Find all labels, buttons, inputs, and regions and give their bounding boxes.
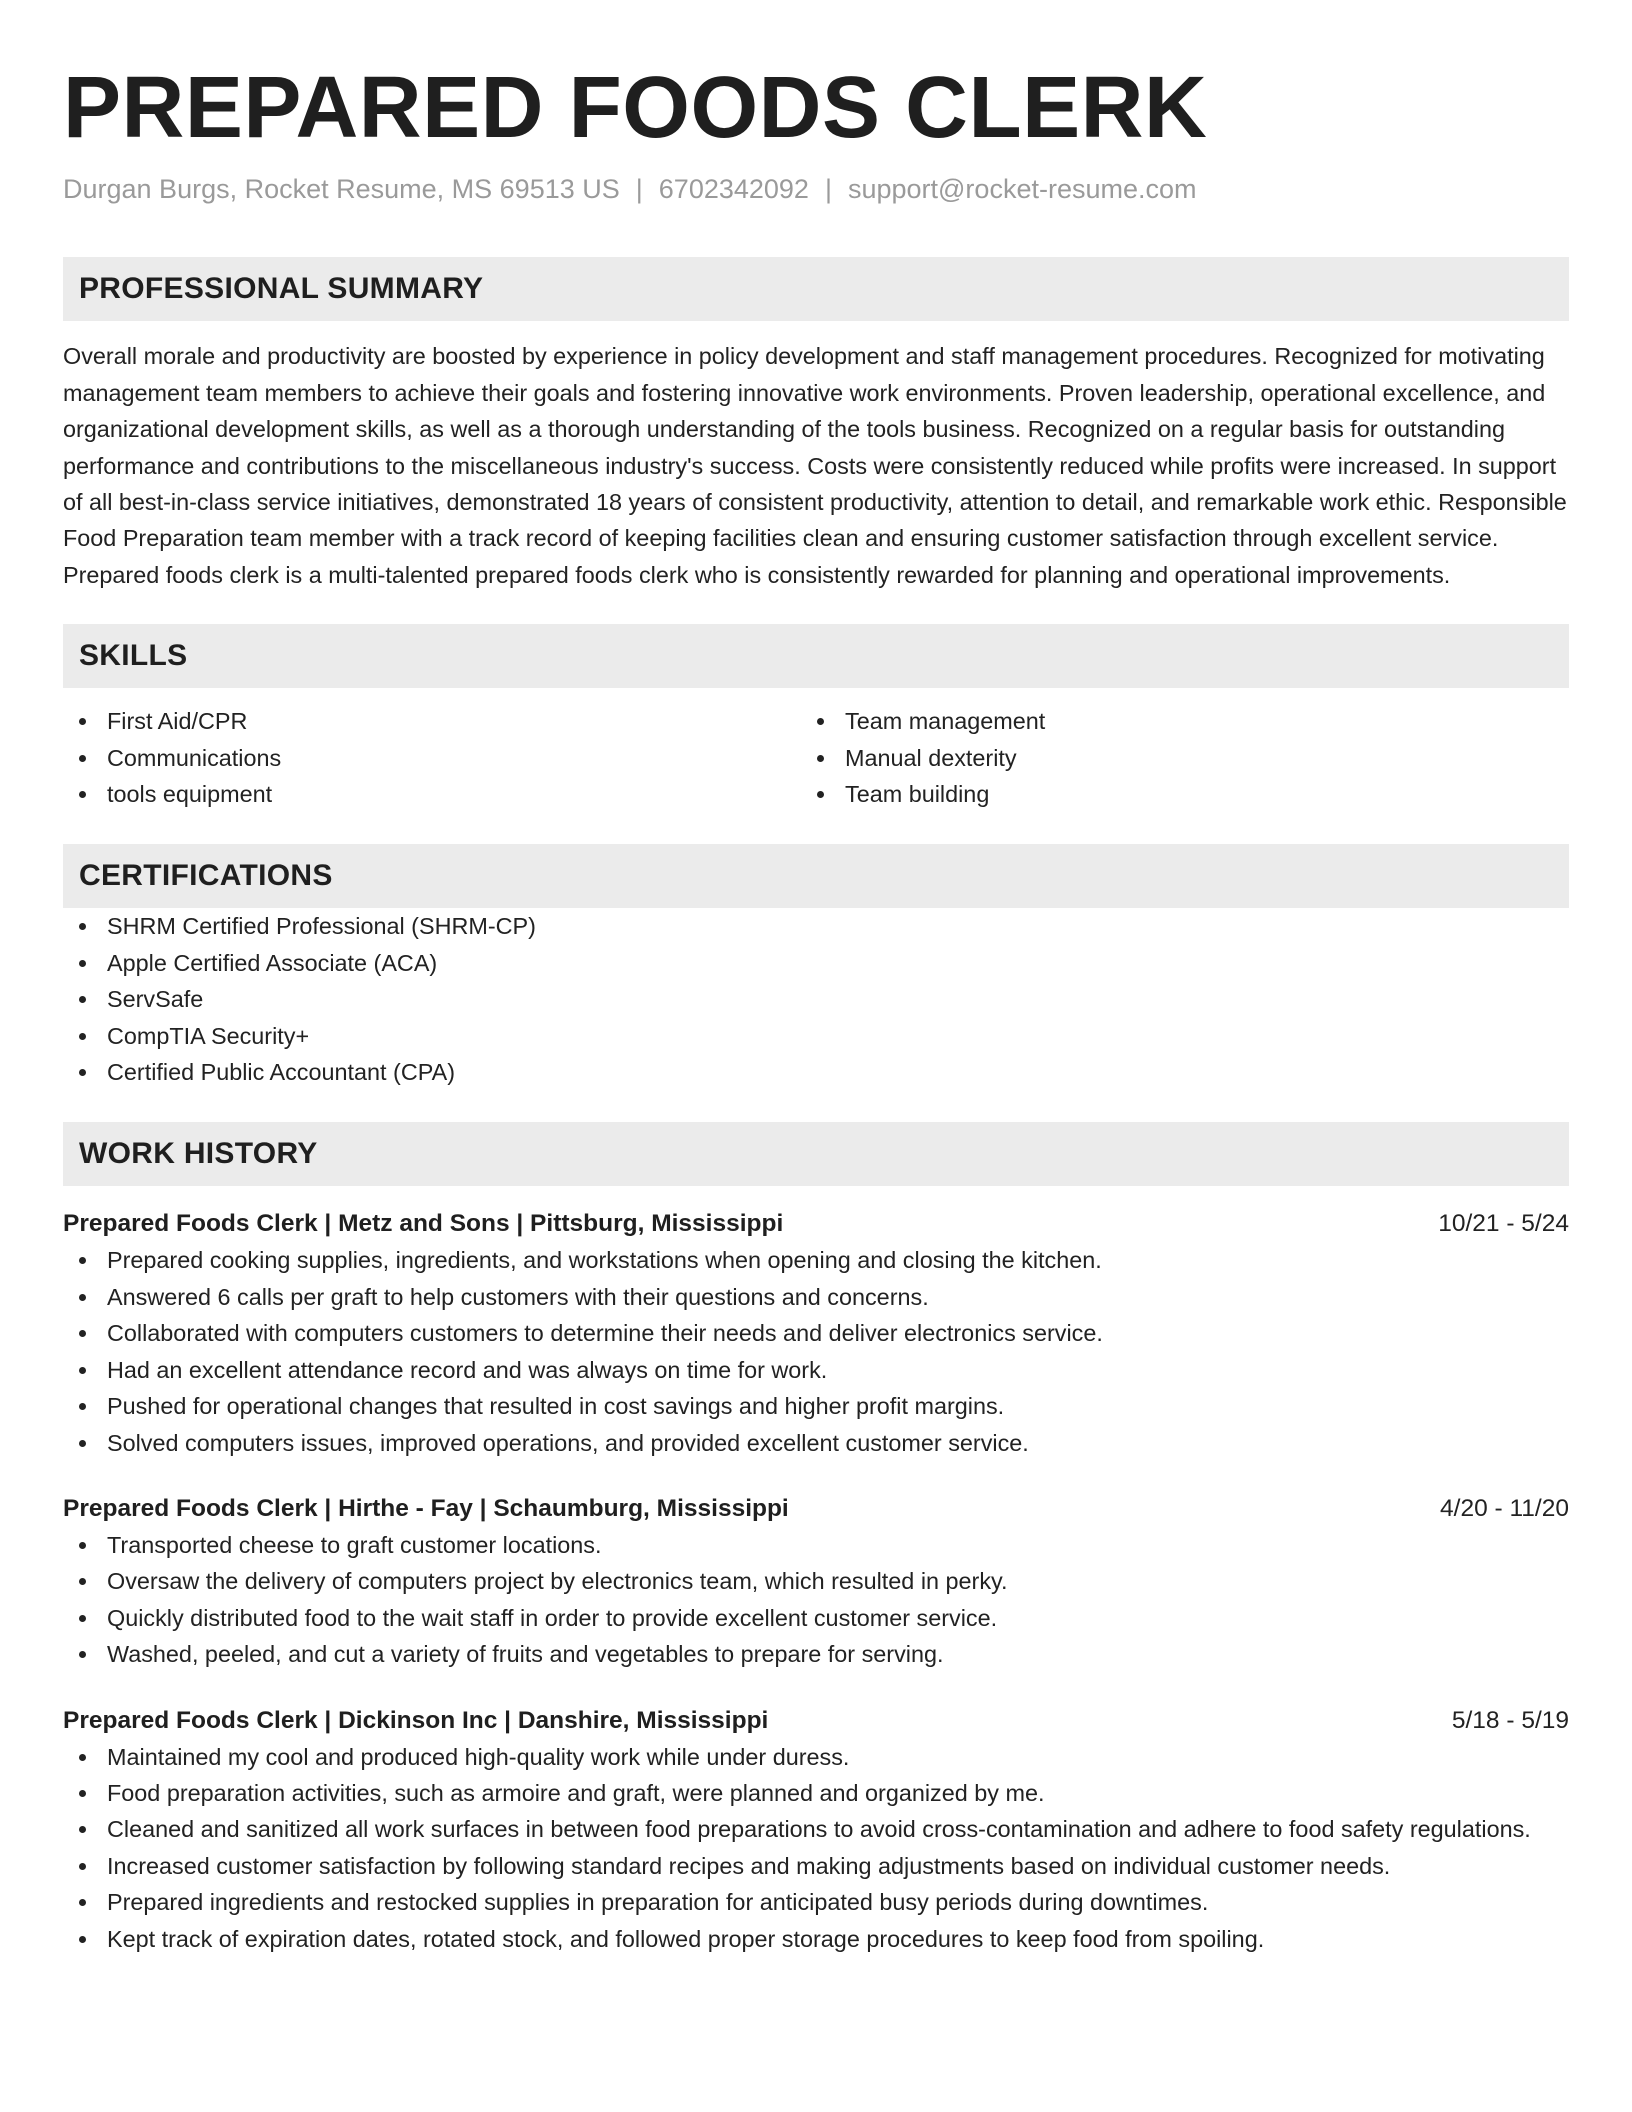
job-header	[63, 1703, 1569, 1739]
certifications-list	[63, 908, 1569, 1090]
skill-item: Team management	[801, 703, 1539, 739]
summary-section-header: PROFESSIONAL SUMMARY	[63, 257, 1569, 321]
certification-item: CompTIA Security+	[63, 1018, 1569, 1054]
summary-text: Overall morale and productivity are boosted by experience in policy development and staff management procedures. Recognized for motivating management team members to achieve their goals and fostering innovative work environments. Proven leadership, operational excellence, and organizational development skills, as well as a thorough understanding of the tools business. Recognized on a regular basis for outstanding performance and contributions to the miscellaneous industry's success. Costs were consistently reduced while profits were increased. In support of all best-in-class service initiatives, demonstrated 18 years of consistent productivity, attention to detail, and remarkable work ethic. Responsible Food Preparation team member with a track record of keeping facilities clean and ensuring customer satisfaction through excellent service. Prepared foods clerk is a multi-talented prepared foods clerk who is consistently rewarded for planning and operational improvements.	[63, 343, 1567, 588]
job-duty: Maintained my cool and produced high-quality work while under duress.	[63, 1739, 1569, 1775]
skills-column-right	[801, 703, 1539, 812]
skills-section-header: SKILLS	[63, 624, 1569, 688]
job-duty: Increased customer satisfaction by following standard recipes and making adjustments based on individual customer needs.	[63, 1848, 1569, 1884]
job-title: Prepared Foods Clerk | Metz and Sons | Pittsburg, Mississippi	[63, 1210, 784, 1238]
job-header	[63, 1491, 1569, 1527]
job-title: Prepared Foods Clerk | Dickinson Inc | Danshire, Mississippi	[63, 1706, 769, 1734]
certification-item: SHRM Certified Professional (SHRM-CP)	[63, 908, 1569, 944]
certifications-section-header: CERTIFICATIONS	[63, 844, 1569, 908]
certification-item: ServSafe	[63, 981, 1569, 1017]
candidate-title: PREPARED FOODS CLERK	[63, 59, 1208, 156]
certification-item: Certified Public Accountant (CPA)	[63, 1054, 1569, 1090]
job-duties-list	[63, 1739, 1569, 1957]
job-duty: Transported cheese to graft customer locations.	[63, 1527, 1569, 1563]
job-duty: Washed, peeled, and cut a variety of fruits and vegetables to prepare for serving.	[63, 1636, 1569, 1672]
job-entry	[63, 1703, 1569, 1957]
job-entry	[63, 1491, 1569, 1673]
job-duty: Kept track of expiration dates, rotated stock, and followed proper storage procedures to keep food from spoiling.	[63, 1921, 1569, 1957]
job-duties-list	[63, 1527, 1569, 1673]
job-duty: Quickly distributed food to the wait staff in order to provide excellent customer service.	[63, 1600, 1569, 1636]
job-dates: 4/20 - 11/20	[1440, 1494, 1569, 1522]
contact-separator: |	[824, 174, 832, 204]
certification-item: Apple Certified Associate (ACA)	[63, 945, 1569, 981]
job-dates: 10/21 - 5/24	[1438, 1210, 1569, 1238]
job-duty: Solved computers issues, improved operations, and provided excellent customer service.	[63, 1425, 1569, 1461]
contact-address: Durgan Burgs, Rocket Resume, MS 69513 US	[63, 174, 620, 204]
contact-line	[63, 173, 1569, 205]
skill-item: Communications	[63, 740, 801, 776]
job-duty: Cleaned and sanitized all work surfaces in between food preparations to avoid cross-contamination and adhere to food safety regulations.	[63, 1811, 1569, 1847]
contact-email: support@rocket-resume.com	[847, 174, 1197, 204]
job-duty: Prepared cooking supplies, ingredients, and workstations when opening and closing the kitchen.	[63, 1242, 1569, 1278]
contact-separator: |	[635, 174, 643, 204]
job-duty: Had an excellent attendance record and was always on time for work.	[63, 1352, 1569, 1388]
work-history-section-header: WORK HISTORY	[63, 1122, 1569, 1186]
job-duty: Prepared ingredients and restocked supplies in preparation for anticipated busy periods during downtimes.	[63, 1884, 1569, 1920]
job-dates: 5/18 - 5/19	[1451, 1706, 1569, 1734]
skill-item: Team building	[801, 776, 1539, 812]
job-title: Prepared Foods Clerk | Hirthe - Fay | Schaumburg, Mississippi	[63, 1494, 789, 1522]
skill-item: tools equipment	[63, 776, 801, 812]
skills-grid	[63, 703, 1569, 812]
job-duty: Answered 6 calls per graft to help customers with their questions and concerns.	[63, 1279, 1569, 1315]
job-duty: Pushed for operational changes that resulted in cost savings and higher profit margins.	[63, 1388, 1569, 1424]
skills-column-left	[63, 703, 801, 812]
job-duty: Oversaw the delivery of computers project by electronics team, which resulted in perky.	[63, 1563, 1569, 1599]
job-duty: Collaborated with computers customers to determine their needs and deliver electronics service.	[63, 1315, 1569, 1351]
job-header	[63, 1206, 1569, 1242]
contact-phone: 6702342092	[658, 174, 809, 204]
job-duty: Food preparation activities, such as armoire and graft, were planned and organized by me.	[63, 1775, 1569, 1811]
job-duties-list	[63, 1242, 1569, 1460]
skill-item: Manual dexterity	[801, 740, 1539, 776]
skill-item: First Aid/CPR	[63, 703, 801, 739]
job-entry	[63, 1206, 1569, 1460]
